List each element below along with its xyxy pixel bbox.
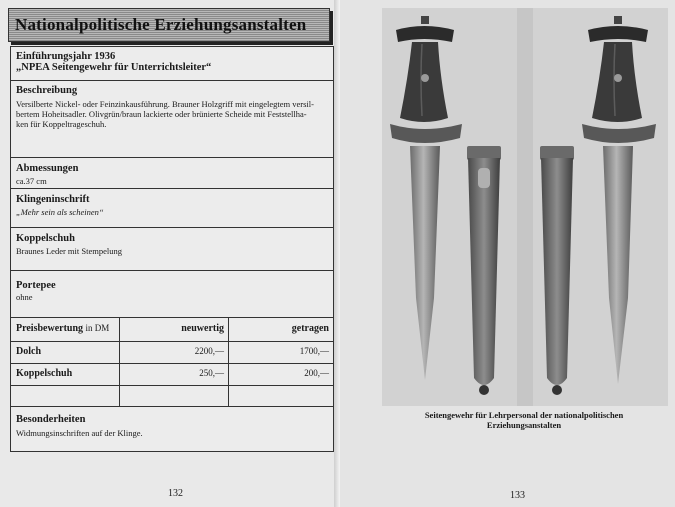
price-rule — [11, 385, 333, 386]
col-getragen: getragen — [291, 323, 329, 334]
price-row-item: Dolch — [16, 346, 41, 357]
page-title: Nationalpolitische Erziehungsanstalten — [15, 15, 307, 34]
beschreibung-heading: Beschreibung — [16, 85, 78, 96]
klingeninschrift-value: „Mehr sein als scheinen“ — [16, 207, 104, 217]
col-neuwertig: neuwertig — [181, 323, 224, 334]
price-rule — [11, 406, 333, 407]
portepee-value: ohne — [16, 292, 33, 302]
page-title-banner — [8, 8, 330, 42]
koppelschuh-value: Braunes Leder mit Stempelung — [16, 246, 122, 256]
section-abmessungen — [11, 157, 333, 188]
price-row-neu: 2200,— — [194, 346, 224, 356]
beschreibung-line: Versilberte Nickel- oder Feinzinkausführung. Brauner Holzgriff mit eingelegtem versil- — [16, 99, 314, 109]
koppelschuh-heading: Koppelschuh — [16, 233, 75, 244]
dagger-illustration — [382, 8, 668, 406]
section-klingeninschrift — [11, 188, 333, 227]
price-row-getragen: 200,— — [304, 368, 329, 378]
price-row-item: Koppelschuh — [16, 368, 73, 379]
info-table — [10, 46, 334, 452]
section-koppelschuh — [11, 227, 333, 270]
besonderheiten-heading: Besonderheiten — [16, 414, 86, 425]
photo-caption — [384, 410, 664, 430]
beschreibung-text — [16, 99, 328, 129]
price-heading-bold: Preisbewertung — [16, 323, 84, 334]
page-number-right: 133 — [510, 490, 525, 501]
caption-line: Erziehungsanstalten — [486, 420, 562, 430]
price-rule — [11, 363, 333, 364]
price-rule — [11, 317, 333, 318]
abmessungen-heading: Abmessungen — [16, 163, 79, 174]
price-heading — [16, 323, 109, 334]
abmessungen-value: ca.37 cm — [16, 176, 47, 186]
price-rule — [11, 341, 333, 342]
section-portepee — [11, 270, 333, 317]
beschreibung-line: bertem Hoheitsadler. Olivgrün/braun lackierte oder brünierte Scheide mit Feststellha- — [16, 109, 307, 119]
price-table — [11, 317, 333, 407]
dagger-photograph — [382, 8, 668, 406]
price-row-neu: 250,— — [199, 368, 224, 378]
price-row-getragen: 1700,— — [299, 346, 329, 356]
page-number-left: 132 — [168, 488, 183, 499]
caption-line: Seitengewehr für Lehrpersonal der nationalpolitischen — [424, 410, 624, 420]
beschreibung-line: ken für Koppeltrageschuh. — [16, 119, 107, 129]
intro-name: „NPEA Seitengewehr für Unterrichtsleiter“ — [16, 62, 212, 73]
price-heading-suffix: in DM — [85, 323, 110, 333]
intro-block — [16, 51, 211, 73]
klingeninschrift-heading: Klingeninschrift — [16, 194, 90, 205]
section-beschreibung — [11, 80, 333, 157]
intro-year: Einführungsjahr 1936 — [16, 51, 116, 62]
besonderheiten-value: Widmungsinschriften auf der Klinge. — [16, 428, 143, 438]
portepee-heading: Portepee — [16, 280, 56, 291]
